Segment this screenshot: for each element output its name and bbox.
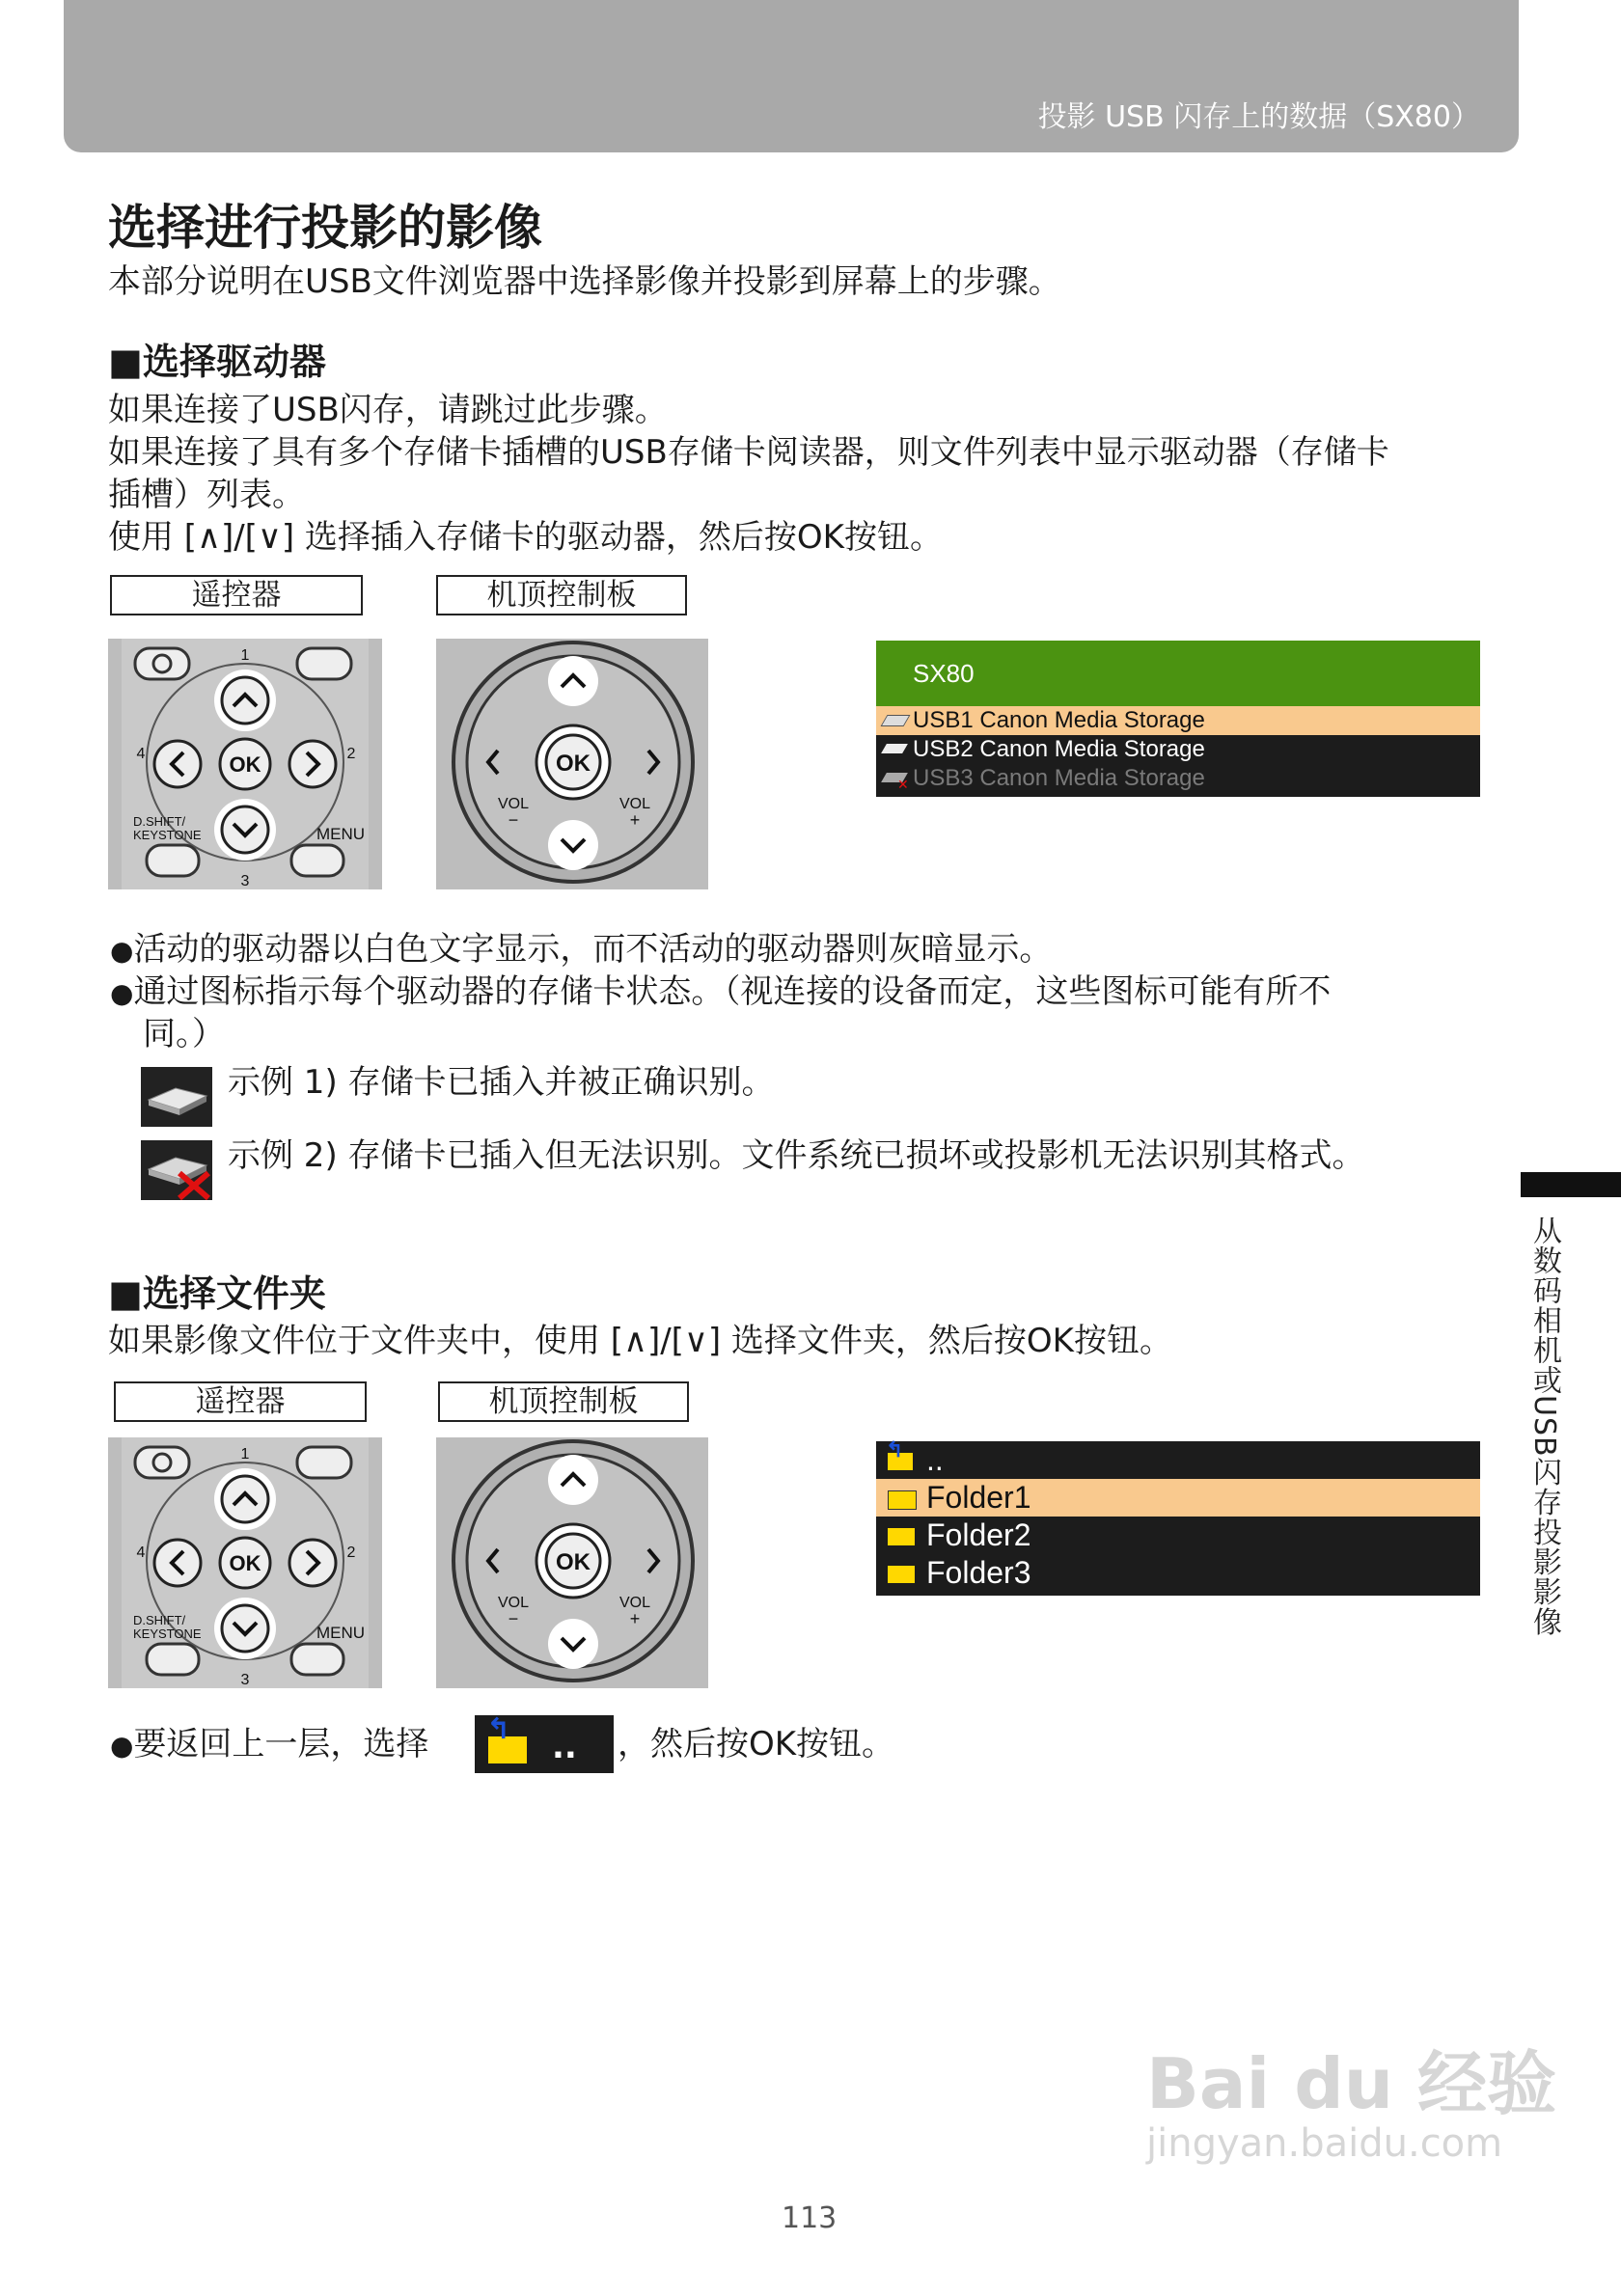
remote2-dshift-text: D.SHIFT/ bbox=[133, 1613, 186, 1627]
panel-vol-right: VOL bbox=[618, 796, 651, 812]
drive-row-label: USB1 Canon Media Storage bbox=[913, 707, 1205, 733]
header-title: 投影 USB 闪存上的数据（SX80） bbox=[1037, 100, 1480, 134]
remote2-num-4: 4 bbox=[136, 1544, 146, 1561]
folder-row-folder3[interactable] bbox=[876, 1554, 1480, 1592]
remote2-num-1: 1 bbox=[240, 1446, 250, 1462]
remote-control-image-2 bbox=[108, 1437, 382, 1688]
baidu-watermark bbox=[1146, 2045, 1556, 2165]
card-ok-icon bbox=[881, 715, 911, 726]
header-bar bbox=[64, 0, 1519, 152]
folder-text-line: 如果影像文件位于文件夹中，使用 [∧]/[∨] 选择文件夹，然后按OK按钮。 bbox=[108, 1322, 1172, 1360]
remote-label-2: 遥控器 bbox=[114, 1381, 367, 1422]
remote-num-4: 4 bbox=[136, 746, 146, 762]
drive-text-line-4: 使用 [∧]/[∨] 选择插入存储卡的驱动器，然后按OK按钮。 bbox=[108, 518, 943, 557]
panel2-vol-left: VOL bbox=[497, 1595, 530, 1611]
drive-text-line-1: 如果连接了USB闪存，请跳过此步骤。 bbox=[108, 391, 668, 429]
folder-icon bbox=[888, 1528, 915, 1545]
drive-row-usb2[interactable] bbox=[876, 735, 1480, 764]
card-ok-icon bbox=[881, 744, 908, 753]
side-tab-marker bbox=[1521, 1172, 1621, 1197]
drive-row-usb1[interactable] bbox=[876, 706, 1480, 735]
remote-num-3: 3 bbox=[240, 873, 250, 889]
folder-icon bbox=[888, 1566, 915, 1583]
remote2-num-3: 3 bbox=[240, 1672, 250, 1688]
side-tab-text: 从数码相机或USB闪存投影影像 bbox=[1527, 1216, 1561, 1637]
intro-text: 本部分说明在USB文件浏览器中选择影像并投影到屏幕上的步骤。 bbox=[108, 262, 1061, 301]
remote-label: 遥控器 bbox=[110, 575, 363, 615]
example-1-text: 示例 1) 存储卡已插入并被正确识别。 bbox=[228, 1063, 775, 1102]
page-title: 选择进行投影的影像 bbox=[108, 200, 542, 256]
remote-control-image bbox=[108, 639, 382, 889]
folder-row-folder1[interactable] bbox=[876, 1479, 1480, 1517]
error-x-icon: ✕ bbox=[897, 777, 909, 792]
remote2-menu-text: MENU bbox=[316, 1624, 366, 1642]
remote-num-2: 2 bbox=[346, 746, 356, 762]
remote-keystone-text: KEYSTONE bbox=[133, 828, 202, 842]
remote-dshift-text: D.SHIFT/ bbox=[133, 814, 186, 829]
section-heading-folder: ■选择文件夹 bbox=[108, 1272, 326, 1315]
control-panel-image-2 bbox=[436, 1437, 708, 1688]
panel-vol-left: VOL bbox=[497, 796, 530, 812]
panel2-plus: + bbox=[629, 1609, 641, 1628]
example-2-text: 示例 2) 存储卡已插入但无法识别。文件系统已损坏或投影机无法识别其格式。 bbox=[228, 1136, 1365, 1175]
drive-row-label: USB3 Canon Media Storage bbox=[913, 765, 1205, 791]
folder-row-label: Folder1 bbox=[926, 1480, 1031, 1515]
panel-ok-text: OK bbox=[556, 751, 591, 777]
control-panel-image bbox=[436, 639, 708, 889]
folder-icon bbox=[888, 1490, 917, 1510]
folder-row-parent[interactable] bbox=[876, 1437, 1480, 1479]
folder-list-menu bbox=[876, 1437, 1480, 1596]
drive-row-label: USB2 Canon Media Storage bbox=[913, 736, 1205, 762]
up-arrow-icon: ↰ bbox=[486, 1712, 511, 1746]
back-bullet-tail: ，然后按OK按钮。 bbox=[618, 1725, 895, 1763]
up-arrow-icon: ↰ bbox=[886, 1437, 904, 1462]
panel2-ok-text: OK bbox=[556, 1549, 591, 1575]
remote-num-1: 1 bbox=[240, 647, 250, 664]
panel-label: 机顶控制板 bbox=[436, 575, 687, 615]
remote-ok-text: OK bbox=[229, 752, 261, 777]
remote-menu-text: MENU bbox=[316, 825, 366, 843]
remote2-ok-text: OK bbox=[229, 1551, 261, 1575]
bullet-2: ●通过图标指示每个驱动器的存储卡状态。（视连接的设备而定，这些图标可能有所不 bbox=[110, 972, 1332, 1011]
folder-row-label: Folder2 bbox=[926, 1517, 1031, 1552]
folder-row-label: .. bbox=[926, 1442, 944, 1477]
remote2-num-2: 2 bbox=[346, 1544, 356, 1561]
card-recognized-icon bbox=[141, 1067, 212, 1127]
watermark-url: jingyan.baidu.com bbox=[1146, 2121, 1503, 2166]
panel2-vol-right: VOL bbox=[618, 1595, 651, 1611]
panel-label-2: 机顶控制板 bbox=[438, 1381, 689, 1422]
page-number: 113 bbox=[782, 2201, 838, 2235]
back-bullet: ●要返回上一层，选择 bbox=[110, 1725, 429, 1763]
remote2-keystone-text: KEYSTONE bbox=[133, 1626, 202, 1641]
folder-row-label: Folder3 bbox=[926, 1555, 1031, 1590]
panel-plus: + bbox=[629, 810, 641, 830]
parent-folder-dots: .. bbox=[552, 1728, 577, 1766]
drive-menu-title: SX80 bbox=[876, 641, 1480, 706]
drive-list-menu bbox=[876, 641, 1480, 797]
bullet-2-cont: 同。） bbox=[143, 1015, 225, 1053]
folder-row-folder2[interactable] bbox=[876, 1517, 1480, 1554]
drive-text-line-2: 如果连接了具有多个存储卡插槽的USB存储卡阅读器，则文件列表中显示驱动器（存储卡 bbox=[108, 433, 1389, 472]
panel-minus: − bbox=[508, 810, 519, 830]
card-error-icon-large bbox=[141, 1140, 212, 1200]
drive-row-usb3[interactable] bbox=[876, 764, 1480, 793]
watermark-logo-text: Bai du 经验 bbox=[1146, 2043, 1557, 2124]
drive-text-line-3: 插槽）列表。 bbox=[108, 476, 305, 514]
parent-folder-sample bbox=[475, 1712, 614, 1773]
panel2-minus: − bbox=[508, 1609, 519, 1628]
section-heading-drive: ■选择驱动器 bbox=[108, 341, 326, 383]
bullet-1: ●活动的驱动器以白色文字显示，而不活动的驱动器则灰暗显示。 bbox=[110, 930, 1053, 969]
